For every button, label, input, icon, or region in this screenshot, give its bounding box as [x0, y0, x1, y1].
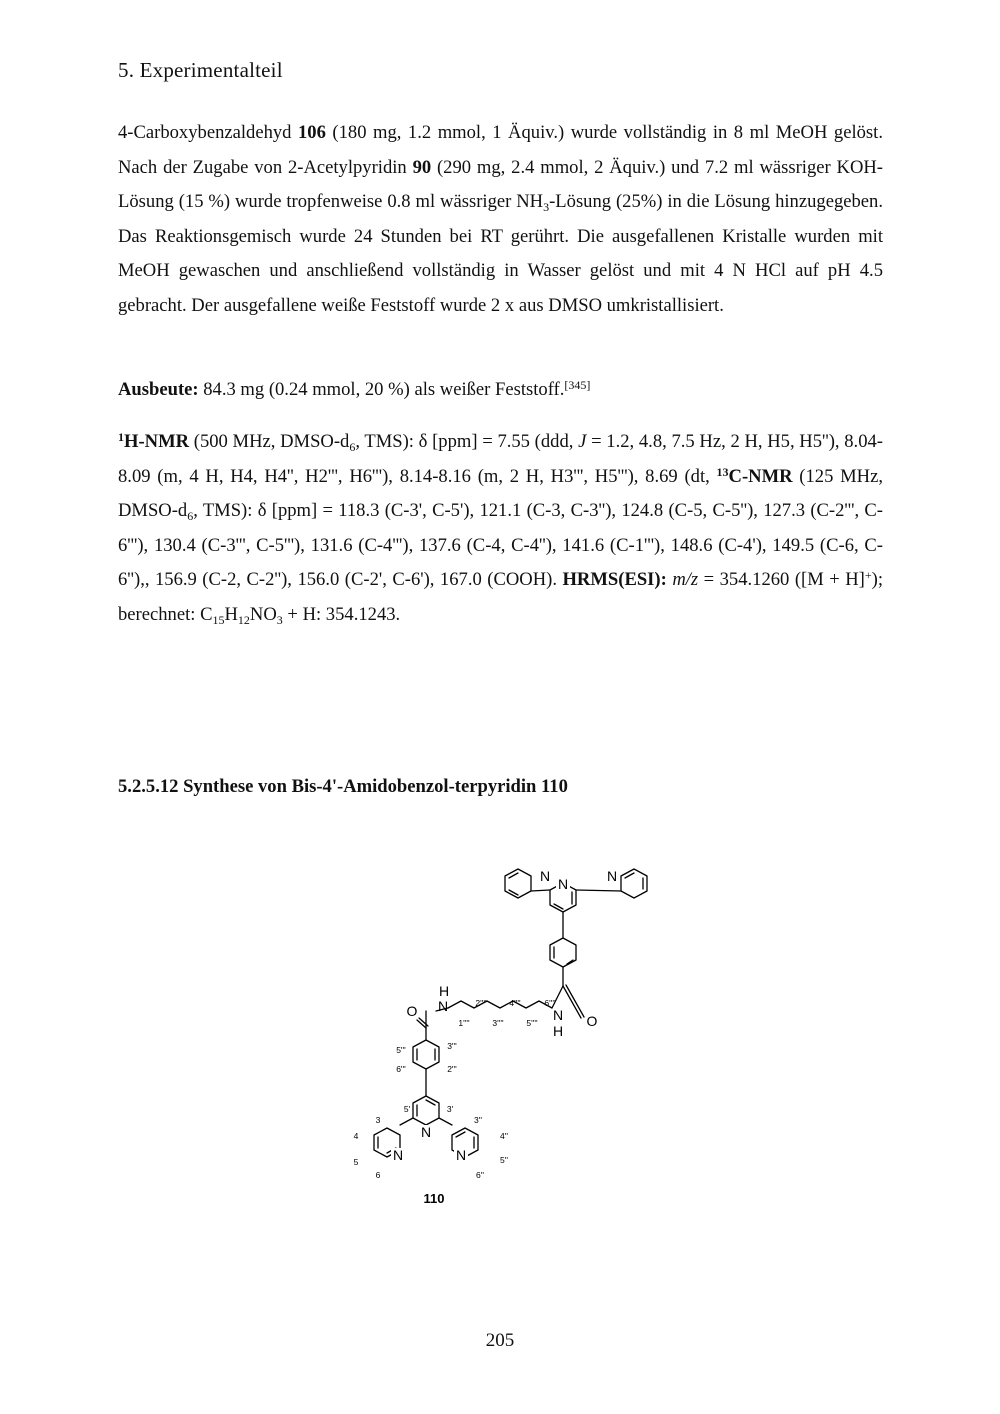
- section-heading: 5.2.5.12 Synthese von Bis-4'-Amidobenzol-terpyridin 110: [118, 776, 568, 797]
- svg-text:6: 6: [375, 1170, 381, 1180]
- page-number: 205: [485, 1330, 515, 1351]
- svg-text:5: 5: [353, 1157, 359, 1167]
- svg-text:O: O: [586, 1013, 598, 1029]
- molecule-structure-110: [340, 858, 660, 1218]
- svg-text:3: 3: [375, 1115, 381, 1125]
- nmr-paragraph: $^1$H-NMR (500 MHz, DMSO-$d_6$, TMS): δ [ppm] = 7.55 (ddd, J = 1.2, 4.8, 7.5 Hz, 2 H, H5, H5''), 8.04-8.09 (m, 4 H, H4, H4'', H2''', H6'''), 8.14-8.16 (m, 2 H, H3''', H5'''), 8.69 (dt, $^{13}$C-NMR (125 MHz, DMSO-$d_6$, TMS): δ [ppm] = 118.3 (C-3', C-5'), 121.1 (C-3, C-3''), 124.8 (C-5, C-5''), 127.3 (C-2''', C-6'''), 130.4 (C-3''', C-5'''), 131.6 (C-4'''), 137.6 (C-4, C-4''), 141.6 (C-1'''), 148.6 (C-4'), 149.5 (C-6, C-6''),, 156.9 (C-2, C-2''), 156.0 (C-2', C-6'), 167.0 (COOH). HRMS(ESI): m/z = 354.1260 ([M + H]+); berechnet: $C_{15}H_{12}NO_3 + H$: 354.1243.: [118, 430, 883, 627]
- svg-text:6'': 6'': [476, 1170, 484, 1180]
- compound-ref-90: 90: [412, 156, 432, 178]
- svg-text:4'': 4'': [500, 1131, 508, 1141]
- svg-text:N: N: [539, 868, 551, 884]
- svg-text:6''': 6''': [396, 1064, 406, 1074]
- svg-text:4: 4: [353, 1131, 359, 1141]
- svg-text:6'''': 6'''': [544, 998, 556, 1008]
- yield-label: Ausbeute:: [118, 379, 199, 400]
- svg-text:O: O: [406, 1003, 418, 1019]
- citation-ref: [345]: [564, 378, 591, 392]
- svg-text:3''': 3''': [447, 1041, 457, 1051]
- svg-text:2'''': 2'''': [475, 998, 487, 1008]
- svg-text:H: H: [552, 1023, 564, 1039]
- svg-text:3': 3': [446, 1104, 454, 1114]
- svg-text:4'''': 4'''': [509, 998, 521, 1008]
- svg-text:5': 5': [403, 1104, 411, 1114]
- svg-text:2''': 2''': [447, 1064, 457, 1074]
- svg-text:3'''': 3'''': [492, 1018, 504, 1028]
- procedure-paragraph: 4-Carboxybenzaldehyd 106 (180 mg, 1.2 mmol, 1 Äquiv.) wurde vollständig in 8 ml MeOH gelöst. Nach der Zugabe von 2-Acetylpyridin 90 (290 mg, 2.4 mmol, 2 Äquiv.) und 7.2 ml wässriger KOH-Lösung (15 %) wurde tropfenweise 0.8 ml wässriger $NH_3$-Lösung (25%) in die Lösung hinzugegeben. Das Reaktionsgemisch wurde 24 Stunden bei RT gerührt. Die ausgefallenen Kristalle wurden mit MeOH gewaschen und anschließend vollständig in Wasser gelöst und mit 4 N HCl auf pH 4.5 gebracht. Der ausgefallene weiße Feststoff wurde 2 x aus DMSO umkristallisiert.: [118, 122, 884, 316]
- compound-ref-106: 106: [298, 122, 326, 143]
- compound-number: 110: [423, 1191, 445, 1206]
- svg-text:5''': 5''': [396, 1045, 406, 1055]
- svg-text:N: N: [420, 1124, 432, 1140]
- chapter-header: 5. Experimentalteil: [118, 58, 283, 82]
- svg-text:5'': 5'': [500, 1155, 508, 1165]
- svg-text:N: N: [392, 1147, 404, 1163]
- svg-text:N: N: [552, 1007, 564, 1023]
- svg-text:1'''': 1'''': [458, 1018, 470, 1028]
- hrms-label: HRMS(ESI):: [562, 569, 667, 590]
- yield-paragraph: Ausbeute: 84.3 mg (0.24 mmol, 20 %) als weißer Feststoff.[345]: [118, 378, 591, 400]
- svg-text:5'''': 5'''': [526, 1018, 538, 1028]
- svg-text:N: N: [557, 876, 569, 892]
- svg-text:N: N: [455, 1147, 467, 1163]
- svg-text:N: N: [437, 998, 449, 1014]
- svg-text:N: N: [606, 868, 618, 884]
- svg-text:H: H: [438, 983, 450, 999]
- svg-text:3'': 3'': [474, 1115, 482, 1125]
